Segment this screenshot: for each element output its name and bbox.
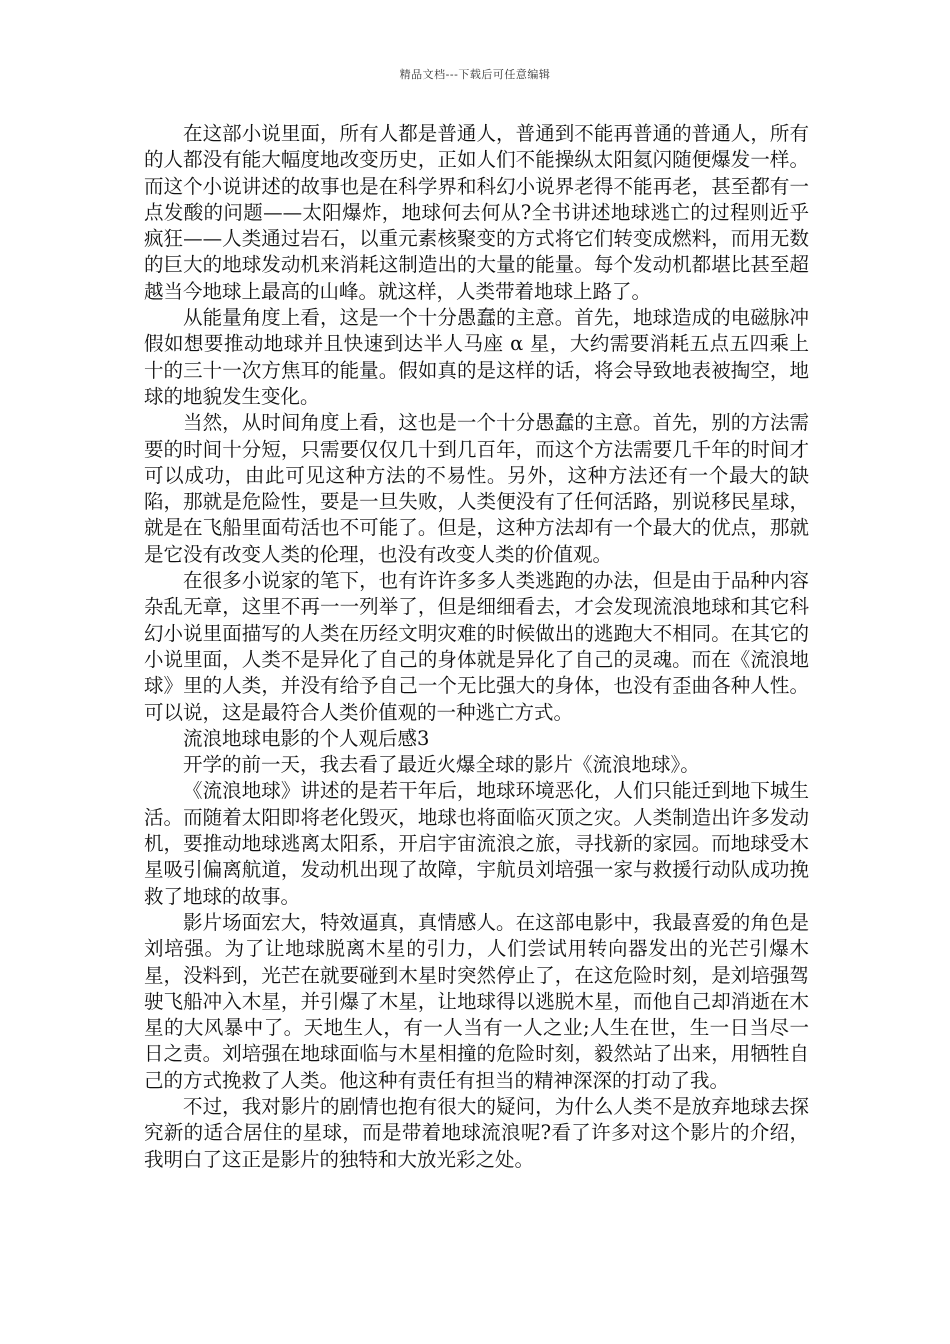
paragraph: 开学的前一天，我去看了最近火爆全球的影片《流浪地球》。 [183,753,700,777]
paragraph: 不过，我对影片的剧情也抱有很大的疑问，为什么人类不是放弃地球去探究新的适合居住的星球，而是带着地球流浪呢?看了许多对这个影片的介绍，我明白了这正是影片的独特和大放光彩之处。 [144,1094,809,1171]
paragraph: 从能量角度上看，这是一个十分愚蠢的主意。首先，地球造成的电磁脉冲假如想要推动地球并且快速到达半人马座 α 星，大约需要消耗五点五四乘上十的三十一次方焦耳的能量。假如真的是这样的话，将会导致地表被掏空，地球的地貌发生变化。 [144,306,809,408]
paragraph: 在很多小说家的笔下，也有许许多多人类逃跑的办法，但是由于品种内容杂乱无章，这里不再一一列举了，但是细细看去，才会发现流浪地球和其它科幻小说里面描写的人类在历经文明灾难的时候做出的逃跑大不相同。在其它的小说里面，人类不是异化了自己的身体就是异化了自己的灵魂。而在《流浪地球》里的人类，并没有给予自己一个无比强大的身体，也没有歪曲各种人性。可以说，这是最符合人类价值观的一种逃亡方式。 [144,569,809,724]
paragraph: 当然，从时间角度上看，这也是一个十分愚蠢的主意。首先，别的方法需要的时间十分短，只需要仅仅几十到几百年，而这个方法需要几千年的时间才可以成功，由此可见这种方法的不易性。另外，这种方法还有一个最大的缺陷，那就是危险性，要是一旦失败，人类便没有了任何活路，别说移民星球，就是在飞船里面苟活也不可能了。但是，这种方法却有一个最大的优点，那就是它没有改变人类的伦理，也没有改变人类的价值观。 [144,411,809,566]
document-body [144,121,809,1173]
paragraph: 《流浪地球》讲述的是若干年后，地球环境恶化，人们只能迁到地下城生活。而随着太阳即将老化毁灭，地球也将面临灭顶之灾。人类制造出许多发动机，要推动地球逃离太阳系，开启宇宙流浪之旅，寻找新的家园。而地球受木星吸引偏离航道，发动机出现了故障，宇航员刘培强一家与救援行动队成功挽救了地球的故事。 [144,779,809,908]
paragraph: 在这部小说里面，所有人都是普通人，普通到不能再普通的普通人，所有的人都没有能大幅度地改变历史，正如人们不能操纵太阳氦闪随便爆发一样。而这个小说讲述的故事也是在科学界和科幻小说界老得不能再老，甚至都有一点发酸的问题——太阳爆炸，地球何去何从?全书讲述地球逃亡的过程则近乎疯狂——人类通过岩石，以重元素核聚变的方式将它们转变成燃料，而用无数的巨大的地球发动机来消耗这制造出的大量的能量。每个发动机都堪比甚至超越当今地球上最高的山峰。就这样，人类带着地球上路了。 [144,122,809,303]
paragraph: 影片场面宏大，特效逼真，真情感人。在这部电影中，我最喜爱的角色是刘培强。为了让地球脱离木星的引力，人们尝试用转向器发出的光芒引爆木星，没料到，光芒在就要碰到木星时突然停止了，在这危险时刻，是刘培强驾驶飞船冲入木星，并引爆了木星，让地球得以逃脱木星，而他自己却消逝在木星的大风暴中了。天地生人，有一人当有一人之业;人生在世，生一日当尽一日之责。刘培强在地球面临与木星相撞的危险时刻，毅然站了出来，用牺牲自己的方式挽救了人类。他这种有责任有担当的精神深深的打动了我。 [144,910,809,1092]
page-header: 精品文档---下载后可任意编辑 [399,68,551,81]
section-title: 流浪地球电影的个人观后感3 [183,726,430,750]
